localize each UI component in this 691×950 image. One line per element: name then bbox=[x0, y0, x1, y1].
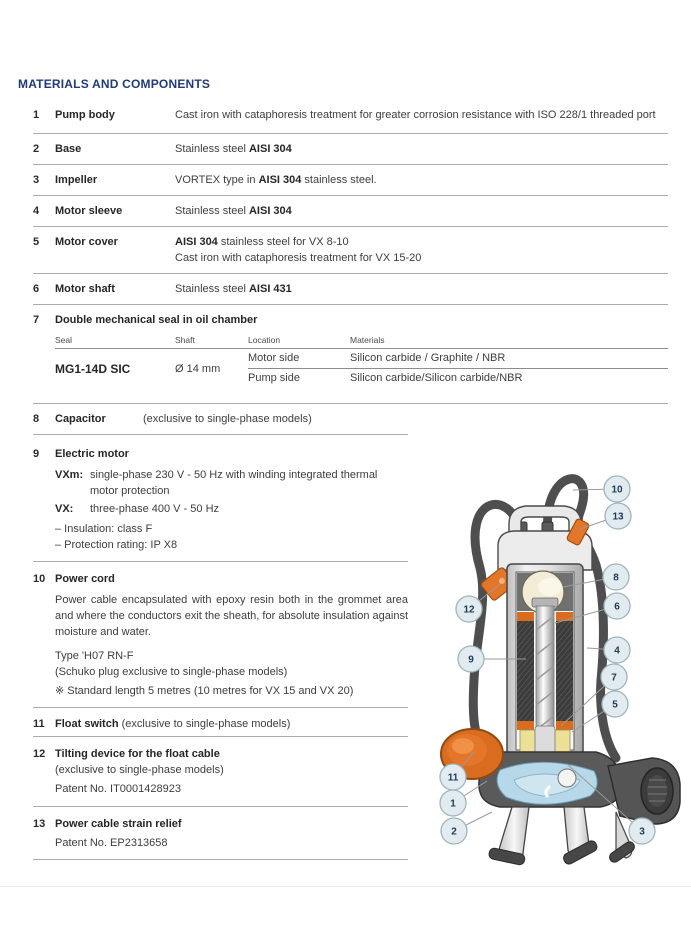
row-impeller bbox=[33, 165, 668, 196]
seal-materials-motor: Silicon carbide / Graphite / NBR bbox=[350, 349, 668, 369]
page-title: MATERIALS AND COMPONENTS bbox=[18, 77, 211, 91]
insulation-spec: – Insulation: class F bbox=[55, 523, 153, 535]
component-desc: Stainless steel AISI 304 bbox=[175, 205, 292, 217]
component-desc: Stainless steel AISI 304 bbox=[175, 143, 292, 155]
tilting-device-content bbox=[55, 746, 408, 797]
row-motor-sleeve bbox=[33, 196, 668, 227]
motor-winding-right bbox=[556, 621, 573, 721]
protection-spec: – Protection rating: IP X8 bbox=[55, 539, 178, 551]
component-name: Motor sleeve bbox=[55, 205, 123, 217]
component-name: Capacitor bbox=[55, 413, 106, 425]
callout-4 bbox=[604, 637, 630, 663]
vxm-line bbox=[55, 467, 408, 499]
motor-specs bbox=[55, 521, 408, 553]
seal-table bbox=[55, 335, 668, 388]
row-power-cord bbox=[33, 562, 408, 708]
col-header-shaft: Shaft bbox=[175, 335, 195, 345]
svg-text:13: 13 bbox=[612, 511, 624, 523]
component-name: Power cord bbox=[55, 573, 115, 585]
row-motor-cover bbox=[33, 227, 668, 274]
callout-3 bbox=[629, 818, 655, 844]
svg-text:6: 6 bbox=[614, 601, 620, 613]
capacitor-highlight bbox=[538, 578, 562, 596]
row-float-switch bbox=[33, 708, 408, 737]
callout-8 bbox=[603, 564, 629, 590]
row-number: 1 bbox=[33, 109, 40, 121]
strain-relief-content bbox=[55, 816, 408, 851]
footer-divider bbox=[0, 886, 691, 887]
row-number: 7 bbox=[33, 314, 40, 326]
callout-13 bbox=[605, 503, 631, 529]
power-cord-content bbox=[55, 571, 408, 699]
callout-12 bbox=[456, 596, 482, 622]
component-desc: Cast iron with cataphoresis treatment for greater corrosion resistance with ISO 228/1 threaded port bbox=[175, 109, 656, 121]
row-number: 3 bbox=[33, 174, 40, 186]
row-number: 11 bbox=[33, 718, 45, 730]
callout-7 bbox=[601, 664, 627, 690]
winding-cap bbox=[556, 612, 573, 621]
seal-table-body bbox=[55, 349, 668, 388]
seal-table-header bbox=[55, 335, 668, 349]
callout-1 bbox=[440, 790, 466, 816]
component-name: Pump body bbox=[55, 109, 115, 121]
vx-text: three-phase 400 V - 50 Hz bbox=[90, 503, 220, 515]
cable-type-line: Type 'H07 RN-F bbox=[55, 650, 134, 662]
callout-6 bbox=[604, 593, 630, 619]
component-name: Base bbox=[55, 143, 82, 155]
winding-cap bbox=[517, 721, 534, 730]
component-note: (exclusive to single-phase models) bbox=[121, 718, 291, 730]
length-note-line: ※ Standard length 5 metres (10 metres for VX 15 and VX 20) bbox=[55, 685, 354, 697]
svg-text:3: 3 bbox=[639, 826, 645, 838]
callout-5 bbox=[602, 691, 628, 717]
pump-cutaway-illustration bbox=[430, 440, 691, 870]
svg-text:2: 2 bbox=[451, 826, 457, 838]
svg-text:1: 1 bbox=[450, 798, 456, 810]
callout-9 bbox=[458, 646, 484, 672]
component-name: Motor shaft bbox=[55, 283, 115, 295]
callout-11 bbox=[440, 764, 466, 790]
svg-text:10: 10 bbox=[611, 484, 623, 496]
col-header-materials: Materials bbox=[350, 335, 385, 345]
row-motor-shaft bbox=[33, 274, 668, 305]
component-name: Motor cover bbox=[55, 236, 118, 248]
row-tilting-device bbox=[33, 737, 408, 807]
svg-text:5: 5 bbox=[612, 699, 618, 711]
component-desc bbox=[175, 234, 668, 266]
component-name: Power cable strain relief bbox=[55, 818, 182, 830]
row-base bbox=[33, 134, 668, 165]
row-number: 4 bbox=[33, 205, 40, 217]
patent-number: Patent No. IT0001428923 bbox=[55, 783, 181, 795]
seal-shaft: Ø 14 mm bbox=[175, 362, 221, 375]
callout-10 bbox=[604, 476, 630, 502]
vx-line bbox=[55, 501, 408, 517]
seal-location-pump: Pump side bbox=[248, 372, 300, 384]
row-number: 6 bbox=[33, 283, 40, 295]
component-desc: Stainless steel AISI 431 bbox=[175, 283, 292, 295]
row-pump-body bbox=[33, 97, 668, 134]
discharge-port bbox=[608, 758, 680, 824]
col-header-seal: Seal bbox=[55, 335, 73, 345]
svg-text:4: 4 bbox=[614, 645, 620, 657]
col-header-location: Location bbox=[248, 335, 281, 345]
float-switch-content bbox=[55, 716, 408, 732]
row-number: 9 bbox=[33, 448, 40, 460]
svg-text:12: 12 bbox=[463, 604, 475, 616]
desc-line-1: AISI 304 stainless steel for VX 8-10 bbox=[175, 236, 349, 248]
row-number: 8 bbox=[33, 413, 40, 425]
electric-motor-content bbox=[55, 446, 408, 553]
desc-line-2: Cast iron with cataphoresis treatment for VX 15-20 bbox=[175, 252, 422, 264]
component-name: Double mechanical seal in oil chamber bbox=[55, 314, 258, 326]
power-cord-paragraph: Power cable encapsulated with epoxy resin both in the grommet area and where the conductors exit the sheath, for absolute insulation against moisture and water. bbox=[55, 594, 408, 638]
component-note: (exclusive to single-phase models) bbox=[143, 413, 312, 425]
vx-label: VX: bbox=[55, 503, 74, 515]
component-name: Float switch bbox=[55, 718, 119, 730]
component-desc: VORTEX type in AISI 304 stainless steel. bbox=[175, 174, 377, 186]
seal-model: MG1-14D SIC bbox=[55, 361, 131, 376]
row-strain-relief bbox=[33, 807, 408, 860]
seal-materials-pump: Silicon carbide/Silicon carbide/NBR bbox=[350, 372, 523, 384]
mechanical-seal-part bbox=[535, 726, 555, 754]
seal-location-motor: Motor side bbox=[248, 349, 350, 369]
row-electric-motor bbox=[33, 435, 408, 562]
schuko-line: (Schuko plug exclusive to single-phase models) bbox=[55, 666, 288, 678]
component-name: Electric motor bbox=[55, 448, 129, 460]
row-number: 12 bbox=[33, 748, 46, 760]
row-number: 13 bbox=[33, 818, 46, 830]
vxm-label: VXm: bbox=[55, 469, 84, 481]
patent-number: Patent No. EP2313658 bbox=[55, 837, 168, 849]
row-number: 5 bbox=[33, 236, 40, 248]
motor-winding-left bbox=[517, 621, 534, 721]
component-note: (exclusive to single-phase models) bbox=[55, 764, 224, 776]
component-name: Impeller bbox=[55, 174, 98, 186]
svg-text:8: 8 bbox=[613, 572, 619, 584]
callout-2 bbox=[441, 818, 467, 844]
row-capacitor bbox=[33, 404, 408, 435]
winding-cap bbox=[517, 612, 534, 621]
pump-diagram bbox=[430, 440, 691, 870]
row-number: 2 bbox=[33, 143, 40, 155]
row-number: 10 bbox=[33, 573, 46, 585]
svg-text:7: 7 bbox=[611, 672, 617, 684]
component-name: Tilting device for the float cable bbox=[55, 748, 220, 760]
row-mechanical-seal bbox=[33, 305, 668, 404]
vxm-text: single-phase 230 V - 50 Hz with winding integrated thermal motor protection bbox=[90, 469, 378, 497]
svg-text:9: 9 bbox=[468, 654, 474, 666]
svg-text:11: 11 bbox=[447, 772, 459, 784]
